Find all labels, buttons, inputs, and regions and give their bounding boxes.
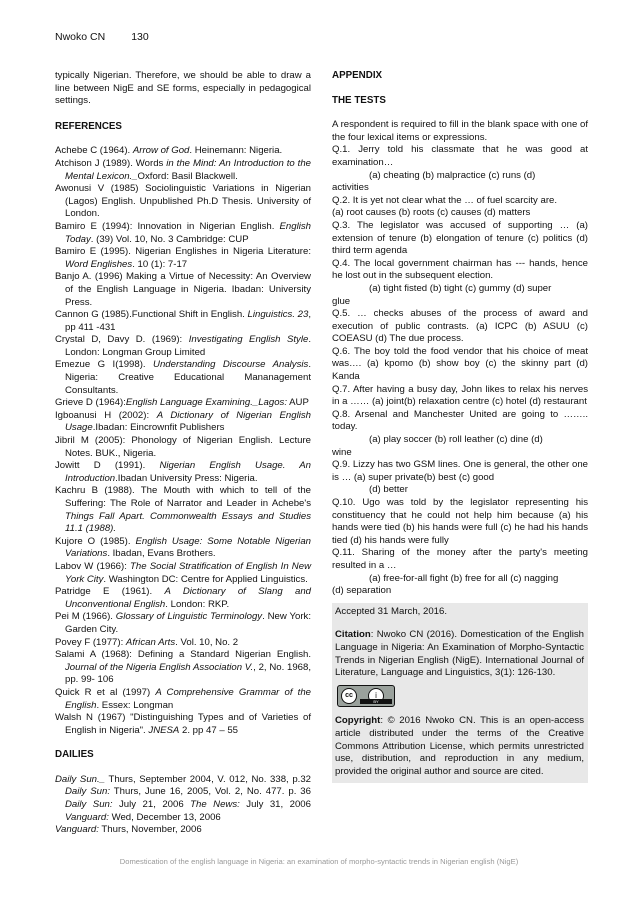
- copyright-label: Copyright: [335, 715, 381, 727]
- reference-entry: [55, 561, 311, 586]
- reference-entry: [55, 271, 311, 309]
- reference-text: Walsh N (1967) "Distinguishing Types and of Varieties of English in Nigeria".: [55, 712, 311, 736]
- reference-entry: [55, 183, 311, 221]
- by-label: BY: [360, 699, 392, 704]
- reference-text: Oxford: Basil Blackwell.: [137, 170, 238, 182]
- reference-title: Understanding Discourse Analysis: [153, 359, 309, 371]
- question-8: Q.8. Arsenal and Manchester United are going to …….. today.: [332, 408, 588, 433]
- reference-title: Word Englishes: [65, 258, 133, 270]
- reference-entry: [55, 410, 311, 435]
- reference-title: in the Mind: An Introduction to the Mental Lexicon._: [65, 157, 311, 182]
- attribution-icon: i: [368, 688, 384, 704]
- reference-text: . London: RKP.: [165, 598, 230, 610]
- reference-text: Bamiro E (1995). Nigerian Englishes in Nigeria Literature:: [55, 246, 311, 258]
- reference-text: . Washington DC: Centre for Applied Linguistics.: [103, 573, 308, 585]
- question-2: Q.2. It is yet not clear what the … of fuel scarcity are.: [332, 194, 558, 206]
- question-3: Q.3. The legislator was accused of supporting … (a) extension of tenure (b) elongation of tenure (c) politics (d) third term agenda: [332, 219, 588, 257]
- daily-date: July 21, 2006: [112, 799, 191, 811]
- reference-text: . Nigeria: Creative Educational Mananagement Consultants.: [65, 359, 311, 396]
- cc-icon: cc: [341, 688, 357, 704]
- reference-text: Awonusi V (1985) Sociolinguistic Variations in Nigerian (Lagos) English. Unpublished Ph.D Thesis. University of London.: [55, 183, 311, 220]
- reference-entry: [55, 145, 311, 158]
- tests-heading: THE TESTS: [332, 94, 386, 106]
- question-8-options: (a) play soccer (b) roll leather (c) dine (d): [369, 434, 543, 446]
- daily-date: July 31, 2006: [239, 799, 311, 811]
- reference-title: English Usage: Some Notable Nigerian Variations: [65, 535, 311, 560]
- article-info-box: [332, 603, 588, 784]
- reference-title: Arrow of God: [132, 145, 190, 157]
- daily-source: Vanguard:: [55, 824, 99, 836]
- copyright: [335, 715, 584, 778]
- reference-title: Glossary of Linguistic Terminology: [115, 611, 263, 623]
- reference-text: .Ibadan University Press: Nigeria.: [115, 472, 258, 484]
- reference-text: Banjo A. (1996) Making a Virtue of Necessity: An Overview of the English Language in Nigeria. Ibadan: University Press.: [55, 271, 311, 308]
- daily-date: Thurs, September 2004, V. 012, No. 338, p.32: [105, 773, 312, 785]
- question-1: Q.1. Jerry told his classmate that he was good at examination…: [332, 144, 588, 168]
- reference-entry: [55, 359, 311, 397]
- question-4: Q.4. The local government chairman has --- hands, hence he lost out in the subsequent election.: [332, 257, 588, 282]
- reference-title: Investigating English Style: [188, 334, 309, 346]
- reference-entry: [55, 158, 311, 183]
- reference-text: , 2, No. 1968, pp. 99- 106: [65, 661, 311, 686]
- daily-source: Daily Sun:: [65, 786, 111, 798]
- citation-text: : Nwoko CN (2016). Domestication of the English Language in Nigeria: An Examination of Morpho-Syntactic Trends in Nigerian English (NigE). International Journal of Literature, Language and Linguistics, 3(1): 126-130.: [335, 629, 584, 679]
- reference-title: Nigerian English Usage. An Introduction: [65, 460, 311, 484]
- reference-text: Bamiro E (1994): Innovation in Nigerian English.: [55, 220, 280, 232]
- reference-text: Pei M (1966).: [55, 611, 116, 623]
- question-9: Q.9. Lizzy has two GSM lines. One is general, the other one is … (a) super private(b) best (c) good: [332, 459, 588, 483]
- reference-title: Things Fall Apart. Commonwealth Essays and Studies 11.1 (1988).: [65, 510, 311, 535]
- reference-text: Povey F (1977):: [55, 636, 126, 648]
- intro-paragraph: typically Nigerian. Therefore, we should be able to draw a line between NigE and SE forms, especially in pedagogical settings.: [55, 70, 311, 107]
- question-11-options: (a) free-for-all fight (b) free for all (c) nagging: [369, 572, 559, 584]
- running-header: [55, 31, 149, 43]
- reference-entry: [55, 246, 311, 271]
- reference-text: Kachru B (1988). The Mouth with which to tell of the Suffering: The Role of Narrator and Leader in Achebe's: [55, 485, 311, 509]
- reference-entry: [55, 586, 311, 611]
- references-list: [55, 145, 311, 737]
- reference-entry: [55, 221, 311, 246]
- accepted-date: Accepted 31 March, 2016.: [335, 605, 447, 617]
- reference-text: . New York: Garden City.: [65, 611, 311, 635]
- reference-entry: [55, 649, 311, 687]
- references-heading: REFERENCES: [55, 120, 122, 132]
- reference-title: A Dictionary of Slang and Unconventional English: [65, 586, 311, 610]
- reference-text: Atchison J (1989). Words: [55, 157, 167, 169]
- reference-entry: [55, 611, 311, 636]
- header-author: Nwoko CN: [55, 31, 106, 43]
- reference-title: Linguistics. 23: [247, 309, 309, 321]
- reference-text: Achebe C (1964).: [55, 145, 133, 157]
- reference-text: Kujore O (1985).: [55, 535, 136, 547]
- reference-entry: [55, 334, 311, 359]
- reference-title: English Language Examining._Lagos:: [125, 397, 288, 409]
- reference-text: , pp 411 -431: [65, 309, 311, 333]
- daily-source: The News:: [190, 799, 240, 811]
- appendix-heading: APPENDIX: [332, 70, 383, 81]
- reference-text: Patridge E (1961).: [55, 586, 165, 598]
- question-11: Q.11. Sharing of the money after the party's meeting resulted in a …: [332, 547, 588, 571]
- dailies-entry: [55, 774, 311, 824]
- reference-entry: [55, 687, 311, 712]
- reference-entry: [55, 460, 311, 485]
- question-5: Q.5. … checks abuses of the process of award and execution of public contrasts. (a) ICPC (b) ASUU (c) COEASU (d) The due process.: [332, 308, 588, 345]
- citation-label: Citation: [335, 629, 371, 641]
- header-page-number: 130: [131, 31, 149, 43]
- question-1-options-cont: activities: [332, 182, 369, 194]
- reference-title: English Today: [65, 220, 311, 245]
- question-11-options-cont: (d) separation: [332, 585, 392, 597]
- reference-text: .Ibadan: Eincrownfit Publishers: [92, 422, 225, 434]
- reference-title: The Social Stratification of English In New York City: [65, 560, 311, 585]
- question-7: Q.7. After having a busy day, John likes to relax his nerves in a …… (a) joint(b) relaxation centre (c) hotel (d) restaurant: [332, 383, 588, 408]
- daily-date: Wed, December 13, 2006: [108, 811, 221, 823]
- reference-text: . Essex: Longman: [96, 699, 174, 711]
- cc-by-license-icon[interactable]: [337, 685, 395, 707]
- reference-title: A Dictionary of Nigerian English Usage: [65, 409, 311, 434]
- reference-entry: [55, 435, 311, 460]
- reference-text: Jibril M (2005): Phonology of Nigerian English. Lecture Notes. BUK., Nigeria.: [55, 435, 311, 459]
- reference-text: Jowitt D (1991).: [55, 460, 160, 472]
- reference-title: A Comprehensive Grammar of the English: [65, 686, 311, 711]
- question-4-options-cont: glue: [332, 295, 351, 307]
- page-footer: Domestication of the english language in Nigeria: an examination of morpho-syntactic trends in Nigerian english (NigE): [119, 857, 519, 866]
- daily-source: Vanguard:: [65, 811, 109, 823]
- reference-text: Salami A (1968): Defining a Standard Nigerian English.: [55, 649, 311, 661]
- reference-text: Crystal D, Davy D. (1969):: [55, 334, 189, 346]
- reference-text: Igboanusi H (2002):: [55, 409, 157, 421]
- copyright-text: : © 2016 Nwoko CN. This is an open-access article distributed under the terms of the Creative Commons Attribution License, which permits unrestricted use, distribution, and reproduction in any medium, provided the original author and source are cited.: [335, 715, 584, 777]
- reference-entry: [55, 536, 311, 561]
- reference-entry: [55, 637, 311, 650]
- daily-date: Thurs, November, 2006: [98, 824, 202, 836]
- question-4-options: (a) tight fisted (b) tight (c) gummy (d) super: [369, 282, 552, 294]
- daily-source: Daily Sun._: [55, 773, 106, 785]
- daily-source: Daily Sun:: [65, 799, 113, 811]
- reference-title: JNESA: [148, 724, 180, 736]
- reference-entry: [55, 712, 311, 737]
- reference-text: Cannon G (1985).Functional Shift in English.: [55, 309, 248, 321]
- reference-text: . Ibadan, Evans Brothers.: [107, 548, 216, 560]
- left-column: [55, 70, 311, 837]
- citation: [335, 629, 584, 679]
- reference-title: African Arts: [125, 636, 176, 648]
- reference-entry: [55, 397, 311, 410]
- question-6: Q.6. The boy told the food vendor that his choice of meat was…. (a) kpomo (b) show boy (c) the skinny part (d) Kanda: [332, 345, 588, 383]
- daily-date: Thurs, June 16, 2005, Vol. 2, No. 477. p. 36: [110, 786, 311, 798]
- question-10: Q.10. Ugo was told by the legislator representing his constituency that he could not help him because (a) his hands were tied (b) his hands were full (c) he had his hands tied (d) his hands were fully: [332, 497, 588, 546]
- question-1-options: (a) cheating (b) malpractice (c) runs (d): [369, 169, 536, 181]
- dailies-heading: DAILIES: [55, 749, 94, 761]
- reference-text: AUP: [287, 397, 309, 409]
- reference-text: Grieve D (1964):: [55, 397, 126, 409]
- question-2-options: (a) root causes (b) roots (c) causes (d) matters: [332, 207, 531, 219]
- reference-text: Emezue G I(1998).: [55, 359, 154, 371]
- reference-text: . 10 (1): 7-17: [132, 258, 188, 270]
- right-column: [332, 70, 588, 783]
- reference-text: . (39) Vol. 10, No. 3 Cambridge: CUP: [90, 233, 249, 245]
- reference-entry: [55, 485, 311, 535]
- reference-title: Journal of the Nigeria English Association V.: [65, 661, 254, 673]
- question-9-options: (d) better: [369, 484, 408, 496]
- reference-text: . Vol. 10, No. 2: [175, 636, 239, 648]
- reference-text: 2. pp 47 – 55: [179, 724, 239, 736]
- question-8-options-cont: wine: [332, 446, 352, 458]
- reference-text: Quick R et al (1997): [55, 686, 156, 698]
- reference-text: . Heinemann: Nigeria.: [189, 145, 283, 157]
- dailies-last-entry: [55, 824, 311, 837]
- reference-text: Labov W (1966):: [55, 560, 131, 572]
- tests-intro: A respondent is required to fill in the blank space with one of the four lexical items or expressions.: [332, 119, 588, 143]
- reference-text: . London: Longman Group Limited: [65, 334, 311, 358]
- reference-entry: [55, 309, 311, 334]
